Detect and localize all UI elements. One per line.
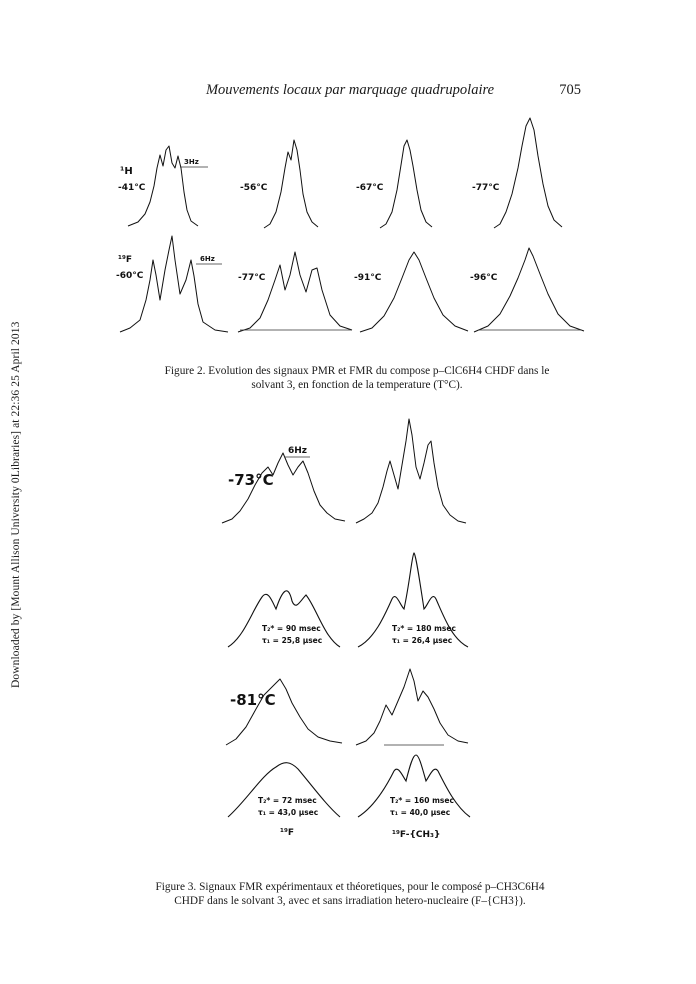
fig3-sim-1-T2: T₂* = 90 msec	[262, 624, 321, 633]
download-watermark: Downloaded by [Mount Allison University 0Libraries] at 22:36 25 April 2013	[10, 321, 22, 688]
fig2-temp-5: -60°C	[116, 271, 144, 281]
fig3-scale-label: 6Hz	[288, 446, 308, 456]
fig2-scale-label-6hz: 6Hz	[200, 255, 215, 263]
fig2-temp-6: -77°C	[238, 273, 266, 283]
figure-3	[0, 405, 696, 855]
fig2-trace-19F-91	[360, 252, 468, 332]
fig3-sim-3-T2: T₂* = 72 msec	[258, 796, 317, 805]
page-number: 705	[559, 82, 581, 98]
fig2-trace-1H-77	[494, 118, 562, 228]
fig2-temp-7: -91°C	[354, 273, 382, 283]
fig3-sim-3-tau: τ₁ = 43,0 µsec	[258, 808, 319, 817]
fig3-sim-4-T2: T₂* = 160 msec	[390, 796, 454, 805]
fig3-label-19F-decoupled: ¹⁹F-{CH₃}	[392, 830, 441, 840]
fig2-trace-19F-60	[120, 236, 228, 332]
fig2-temp-3: -67°C	[356, 183, 384, 193]
figure-3-caption-line-2: CHDF dans le solvant 3, avec et sans irradiation hetero-nucleaire (F–{CH3}).	[174, 895, 526, 907]
fig2-scale-label-3hz: 3Hz	[184, 158, 199, 166]
fig2-trace-1H-67	[380, 140, 432, 228]
fig3-sim-1-tau: τ₁ = 25,8 µsec	[262, 636, 323, 645]
running-head-title: Mouvements locaux par marquage quadrupolaire	[205, 82, 495, 98]
fig2-temp-2: -56°C	[240, 183, 268, 193]
fig3-temp-bottom: -81°C	[230, 691, 276, 709]
figure-3-caption-line-1: Figure 3. Signaux FMR expérimentaux et théoretiques, pour le composé p–CH3C6H4	[155, 881, 545, 893]
fig2-temp-1: -41°C	[118, 183, 146, 193]
fig2-trace-19F-96	[474, 248, 584, 332]
fig3-sim-4-tau: τ₁ = 40,0 µsec	[390, 808, 451, 817]
figure-2-caption	[124, 364, 590, 392]
fig3-exp-trace-81-19F	[226, 679, 342, 745]
fig3-sim-2-tau: τ₁ = 26,4 µsec	[392, 636, 453, 645]
fig3-sim-2-T2: T₂* = 180 msec	[392, 624, 456, 633]
fig2-nucleus-1H: ¹H	[120, 166, 133, 177]
fig2-trace-1H-56	[264, 140, 318, 228]
fig2-temp-8: -96°C	[470, 273, 498, 283]
fig3-exp-trace-73-decoupled	[356, 419, 466, 523]
fig2-nucleus-19F: ¹⁹F	[118, 255, 133, 265]
figure-2-caption-line-1: Figure 2. Evolution des signaux PMR et FMR du compose p–ClC6H4 CHDF dans le	[164, 365, 550, 377]
figure-2	[0, 110, 696, 350]
fig3-label-19F: ¹⁹F	[280, 828, 295, 838]
fig2-trace-19F-77	[238, 252, 352, 332]
fig3-temp-top: -73°C	[228, 471, 274, 489]
figure-2-caption-line-2: solvant 3, en fonction de la temperature (T°C).	[251, 379, 463, 391]
fig3-exp-trace-81-decoupled	[356, 669, 468, 745]
fig2-temp-4: -77°C	[472, 183, 500, 193]
figure-3-caption	[110, 880, 590, 908]
